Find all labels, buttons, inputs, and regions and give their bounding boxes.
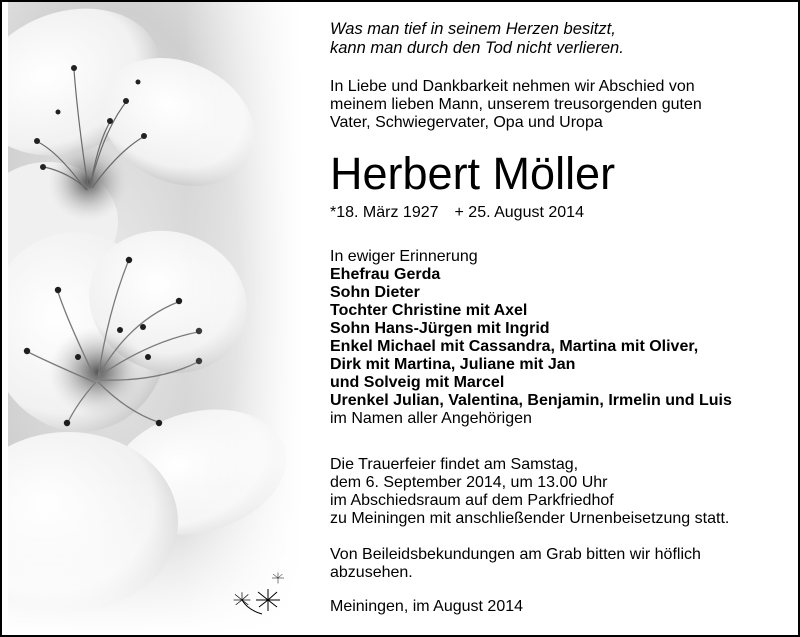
quote-line: kann man durch den Tod nicht verlieren. xyxy=(330,39,624,57)
place-date: Meiningen, im August 2014 xyxy=(330,598,524,615)
intro-line: In Liebe und Dankbarkeit nehmen wir Abschied von xyxy=(330,78,695,95)
funeral-line: im Abschiedsraum auf dem Parkfriedhof xyxy=(330,492,614,509)
family-list xyxy=(330,266,732,410)
relatives-note: im Namen aller Angehörigen xyxy=(330,410,532,427)
family-member: und Solveig mit Marcel xyxy=(330,374,505,391)
family-member: Sohn Dieter xyxy=(330,284,420,301)
condolence-line: abzusehen. xyxy=(330,564,413,581)
family-member: Sohn Hans-Jürgen mit Ingrid xyxy=(330,320,550,337)
funeral-line: Die Trauerfeier findet am Samstag, xyxy=(330,456,579,473)
intro-line: Vater, Schwiegervater, Opa und Uropa xyxy=(330,114,603,131)
family-member: Dirk mit Martina, Juliane mit Jan xyxy=(330,356,576,373)
deceased-name: Herbert Möller xyxy=(330,148,616,199)
family-member: Urenkel Julian, Valentina, Benjamin, Irmelin und Luis xyxy=(330,392,732,409)
quote-line: Was man tief in seinem Herzen besitzt, xyxy=(330,20,616,38)
condolence-line: Von Beileidsbekundungen am Grab bitten wir höflich xyxy=(330,546,701,563)
family-member: Ehefrau Gerda xyxy=(330,266,441,283)
flower-photo xyxy=(8,2,302,635)
funeral-line: zu Meiningen mit anschließender Urnenbeisetzung statt. xyxy=(330,510,730,527)
intro-text xyxy=(330,78,702,132)
intro-line: meinem lieben Mann, unserem treusorgenden guten xyxy=(330,96,702,113)
memory-label: In ewiger Erinnerung xyxy=(330,248,478,265)
dandelion-seeds-icon xyxy=(228,570,290,623)
condolence-note xyxy=(330,546,701,582)
family-member: Tochter Christine mit Axel xyxy=(330,302,528,319)
family-member: Enkel Michael mit Cassandra, Martina mit Oliver, xyxy=(330,338,699,355)
quote xyxy=(330,20,624,58)
funeral-info xyxy=(330,456,729,528)
death-date: + 25. August 2014 xyxy=(454,204,584,221)
birth-date: *18. März 1927 xyxy=(330,204,439,221)
funeral-line: dem 6. September 2014, um 13.00 Uhr xyxy=(330,474,608,491)
life-dates xyxy=(330,204,584,222)
